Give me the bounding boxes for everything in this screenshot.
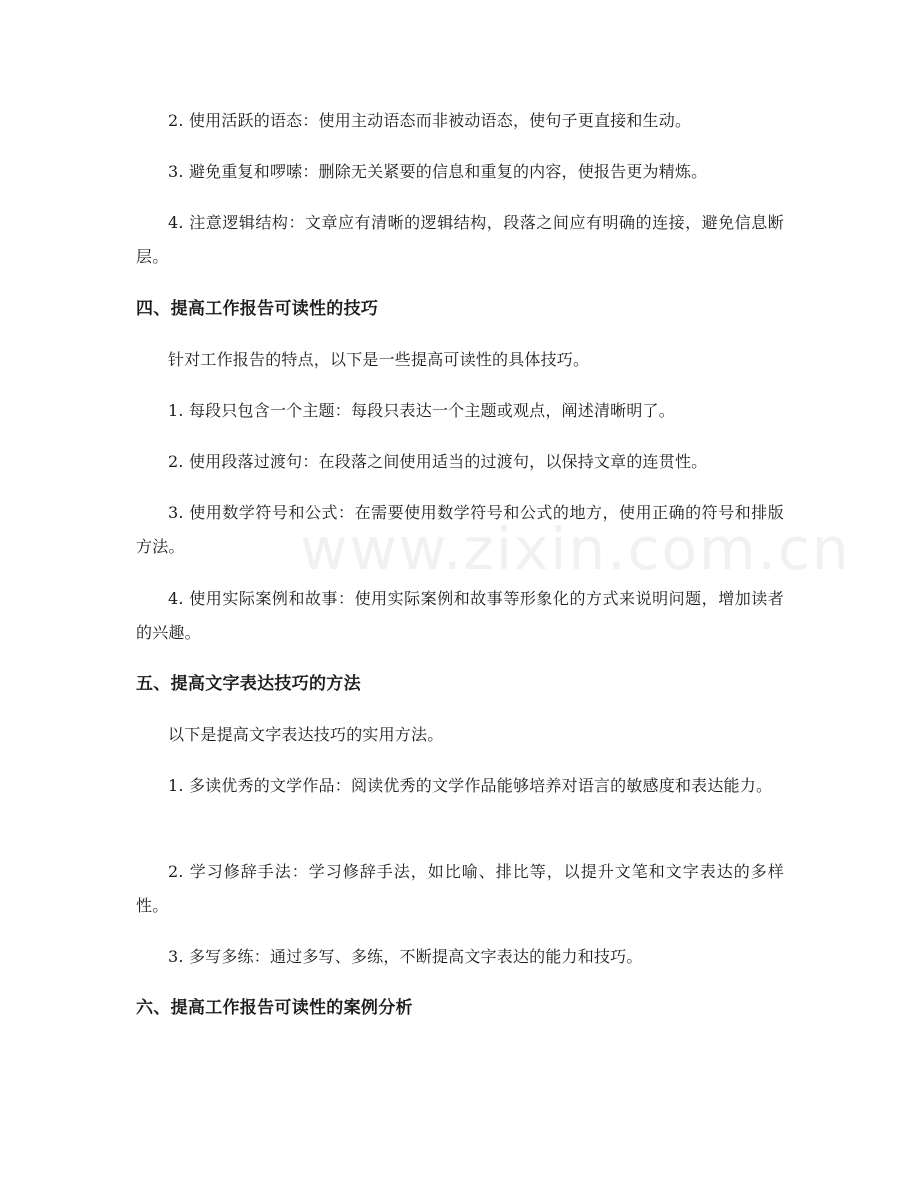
section-heading-5: 五、提高文字表达技巧的方法 xyxy=(136,674,361,694)
section-heading-6: 六、提高工作报告可读性的案例分析 xyxy=(136,998,413,1018)
section-5-item-1: 1. 多读优秀的文学作品：阅读优秀的文学作品能够培养对语言的敏感度和表达能力。 xyxy=(168,776,773,795)
section-5-intro: 以下是提高文字表达技巧的实用方法。 xyxy=(168,725,444,744)
section-4-item-3: 3. 使用数学符号和公式：在需要使用数学符号和公式的地方，使用正确的符号和排版方法。 xyxy=(136,503,784,556)
section-4-item-4: 4. 使用实际案例和故事：使用实际案例和故事等形象化的方式来说明问题，增加读者的兴趣。 xyxy=(136,589,784,642)
section-4-item-1: 1. 每段只包含一个主题：每段只表达一个主题或观点，阐述清晰明了。 xyxy=(168,401,675,420)
paragraph-active-voice: 2. 使用活跃的语态：使用主动语态而非被动语态，使句子更直接和生动。 xyxy=(168,111,692,130)
section-4-intro: 针对工作报告的特点，以下是一些提高可读性的具体技巧。 xyxy=(168,350,590,369)
section-4-item-2: 2. 使用段落过渡句：在段落之间使用适当的过渡句，以保持文章的连贯性。 xyxy=(168,452,708,471)
section-5-item-3: 3. 多写多练：通过多写、多练，不断提高文字表达的能力和技巧。 xyxy=(168,947,643,966)
section-5-item-2: 2. 学习修辞手法：学习修辞手法，如比喻、排比等，以提升文笔和文字表达的多样性。 xyxy=(136,862,784,915)
paragraph-logical-structure: 4. 注意逻辑结构：文章应有清晰的逻辑结构，段落之间应有明确的连接，避免信息断层。 xyxy=(136,213,784,266)
paragraph-avoid-repetition: 3. 避免重复和啰嗦：删除无关紧要的信息和重复的内容，使报告更为精炼。 xyxy=(168,162,708,181)
watermark: www.zixin.com.cn xyxy=(300,515,851,583)
section-heading-4: 四、提高工作报告可读性的技巧 xyxy=(136,299,379,319)
